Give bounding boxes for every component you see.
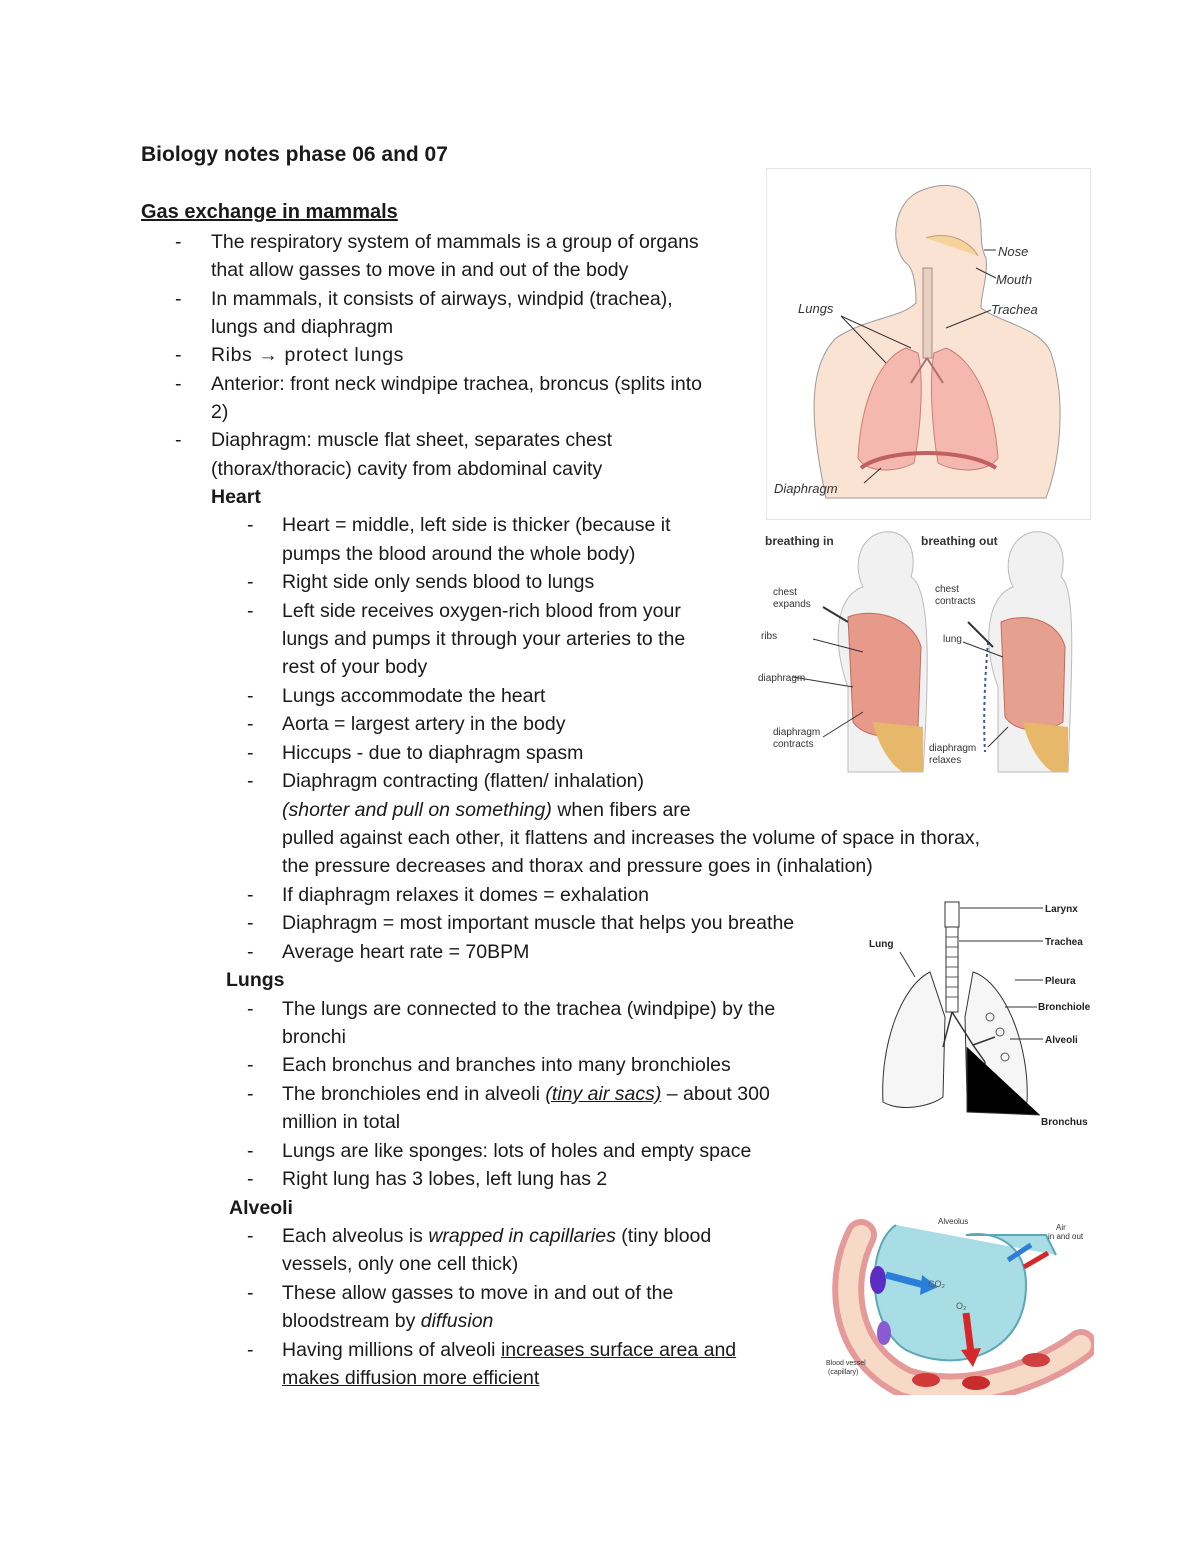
label-diaphragm: diaphragm	[758, 673, 806, 684]
bullet-dash: -	[247, 1054, 254, 1076]
bullet-dash: -	[175, 288, 182, 310]
list-item: Diaphragm contracting (flatten/ inhalation)	[282, 770, 645, 792]
label-lung: Lung	[869, 939, 894, 950]
bullet-dash: -	[247, 1225, 254, 1247]
label-ribs: ribs	[761, 631, 778, 642]
bullet-dash: -	[247, 770, 254, 792]
label-relaxes: relaxes	[929, 755, 962, 766]
label-diaphragm-contracts: diaphragm	[773, 727, 821, 738]
list-item: Right side only sends blood to lungs	[282, 571, 595, 593]
bullet-dash: -	[247, 600, 254, 622]
label-lungs: Lungs	[798, 301, 834, 316]
bullet-dash: -	[247, 685, 254, 707]
label-lung: lung	[943, 634, 962, 645]
label-expands: expands	[773, 599, 811, 610]
breathing-figure	[753, 527, 1075, 784]
bullet-dash: -	[247, 571, 254, 593]
bullet-dash: -	[247, 514, 254, 536]
list-item: pumps the blood around the whole body)	[282, 543, 636, 565]
label-alveoli: Alveoli	[1045, 1035, 1078, 1046]
bullet-dash: -	[247, 884, 254, 906]
italic-text: diffusion	[420, 1310, 494, 1332]
page-title: Biology notes phase 06 and 07	[141, 143, 448, 166]
label-chest: chest	[773, 587, 797, 598]
bullet-dash: -	[247, 1168, 254, 1190]
plain-text: Having millions of alveoli	[282, 1339, 501, 1361]
lung-anatomy-figure	[865, 897, 1095, 1132]
label-chest-out: chest	[935, 584, 959, 595]
bullet-dash: -	[247, 1140, 254, 1162]
label-larynx: Larynx	[1045, 904, 1078, 915]
label-trachea: Trachea	[1045, 937, 1083, 948]
bullet-dash: -	[247, 941, 254, 963]
heart-heading: Heart	[211, 486, 261, 508]
bullet-dash: -	[247, 912, 254, 934]
bullet-dash: -	[247, 713, 254, 735]
list-item: Right lung has 3 lobes, left lung has 2	[282, 1168, 608, 1190]
label-mouth: Mouth	[996, 272, 1033, 287]
bullet-dash: -	[247, 1083, 254, 1105]
bullet-dash: -	[175, 231, 182, 253]
label-diaphragm-relaxes: diaphragm	[929, 743, 977, 754]
list-item: If diaphragm relaxes it domes = exhalation	[282, 884, 649, 906]
list-item: Heart = middle, left side is thicker (because it	[282, 514, 671, 536]
plain-text: bloodstream by	[282, 1310, 421, 1332]
label-contracts-out: contracts	[935, 596, 976, 607]
list-item: lungs and pumps it through your arteries to the	[282, 628, 686, 650]
plain-text: Each alveolus is	[282, 1225, 429, 1247]
label-breathing-out: breathing out	[921, 534, 998, 548]
list-item: Hiccups - due to diaphragm spasm	[282, 742, 584, 764]
label-diaphragm: Diaphragm	[774, 481, 838, 496]
label-bronchiole: Bronchiole	[1038, 1002, 1091, 1013]
list-item: Diaphragm: muscle flat sheet, separates chest	[211, 429, 613, 451]
list-item: that allow gasses to move in and out of the body	[211, 259, 629, 281]
plain-text: when fibers are	[551, 799, 691, 821]
label-co2: CO₂	[928, 1279, 945, 1289]
list-item: Left side receives oxygen-rich blood from your	[282, 600, 681, 622]
label-nose: Nose	[998, 244, 1029, 259]
list-item-mixed	[282, 796, 691, 824]
alveoli-heading: Alveoli	[229, 1197, 293, 1219]
list-item: (thorax/thoracic) cavity from abdominal cavity	[211, 458, 603, 480]
list-item: Lungs are like sponges: lots of holes and empty space	[282, 1140, 752, 1162]
list-item: In mammals, it consists of airways, windpid (trachea),	[211, 288, 673, 310]
bullet-dash: -	[175, 373, 182, 395]
list-item: makes diffusion more efficient	[282, 1367, 540, 1389]
lungs-heading: Lungs	[226, 969, 285, 991]
label-breathing-in: breathing in	[765, 534, 834, 548]
list-item-mixed	[282, 1222, 711, 1250]
label-trachea: Trachea	[991, 302, 1038, 317]
list-item: These allow gasses to move in and out of the	[282, 1282, 674, 1304]
list-item: Lungs accommodate the heart	[282, 685, 546, 707]
label-alveolus: Alveolus	[938, 1217, 969, 1226]
bullet-dash: -	[247, 742, 254, 764]
list-item: Aorta = largest artery in the body	[282, 713, 566, 735]
plain-text: (tiny blood	[615, 1225, 712, 1247]
label-in-and-out: in and out	[1048, 1232, 1084, 1241]
list-item: Average heart rate = 70BPM	[282, 941, 530, 963]
label-bronchus: Bronchus	[1041, 1117, 1088, 1128]
list-item: Each bronchus and branches into many bronchioles	[282, 1054, 731, 1076]
label-contracts: contracts	[773, 739, 814, 750]
bullet-dash: -	[175, 344, 182, 366]
underlined-text: increases surface area and	[500, 1339, 737, 1361]
italic-text: wrapped in capillaries	[428, 1225, 616, 1247]
label-o2: O₂	[956, 1301, 967, 1311]
list-item-mixed	[282, 1080, 770, 1108]
list-item: Anterior: front neck windpipe trachea, broncus (splits into	[211, 373, 702, 395]
bullet-dash: -	[247, 1282, 254, 1304]
list-item: lungs and diaphragm	[211, 316, 394, 338]
label-pleura: Pleura	[1045, 976, 1076, 987]
list-item: Ribs → protect lungs	[211, 344, 404, 366]
section-title: Gas exchange in mammals	[141, 201, 398, 223]
alveolus-diffusion-figure	[826, 1205, 1094, 1395]
list-item: million in total	[282, 1111, 401, 1133]
italic-underlined-text: (tiny air sacs)	[545, 1083, 662, 1105]
list-item: The respiratory system of mammals is a group of organs	[211, 231, 699, 253]
list-item-mixed	[282, 1336, 736, 1364]
plain-text: – about 300	[661, 1083, 770, 1105]
list-item: pulled against each other, it flattens and increases the volume of space in thorax,	[282, 827, 981, 849]
bullet-dash: -	[247, 1339, 254, 1361]
label-blood-vessel: Blood vessel	[826, 1360, 866, 1367]
bullet-dash: -	[247, 998, 254, 1020]
list-item: Diaphragm = most important muscle that helps you breathe	[282, 912, 795, 934]
list-item: vessels, only one cell thick)	[282, 1253, 519, 1275]
list-item: the pressure decreases and thorax and pressure goes in (inhalation)	[282, 855, 873, 877]
list-item: The lungs are connected to the trachea (windpipe) by the	[282, 998, 776, 1020]
respiratory-system-figure	[766, 168, 1091, 520]
plain-text: The bronchioles end in alveoli	[282, 1083, 546, 1105]
italic-text: (shorter and pull on something)	[282, 799, 552, 821]
bullet-dash: -	[175, 429, 182, 451]
label-capillary: (capillary)	[828, 1369, 859, 1376]
list-item: rest of your body	[282, 656, 428, 678]
label-air: Air	[1056, 1223, 1066, 1232]
list-item-mixed	[282, 1307, 493, 1335]
list-item: bronchi	[282, 1026, 346, 1048]
list-item: 2)	[211, 401, 229, 423]
